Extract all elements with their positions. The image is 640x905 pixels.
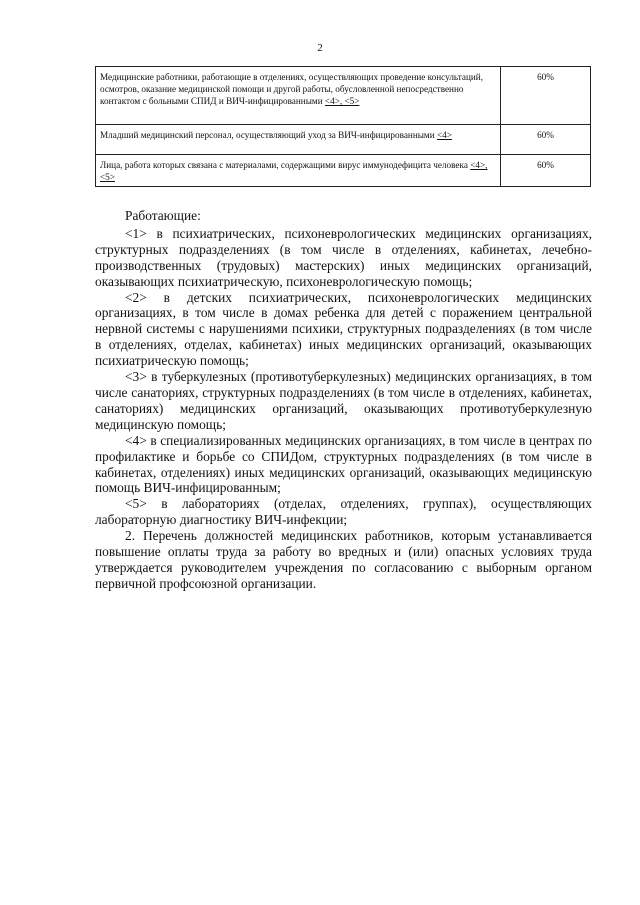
page-number: 2 (317, 42, 323, 54)
footnotes-section (95, 208, 592, 592)
row-refs[interactable]: <4>, <5> (324, 96, 360, 107)
footnote-item: <3> в туберкулезных (противотуберкулезных) медицинских организациях, в том числе санаториях, структурных подразделениях (в том числе в отделениях, кабинетах, санаториях) медицинских организаций, оказывающих противотуберкулезную медицинскую помощь; (95, 369, 592, 432)
table-cell-description (96, 125, 501, 155)
table-cell-description (96, 67, 501, 125)
table-cell-percent: 60% (501, 155, 591, 187)
table-cell-percent: 60% (501, 125, 591, 155)
row-description: Младший медицинский персонал, осуществляющий уход за ВИЧ-инфицированными (100, 130, 435, 140)
table-row (96, 67, 591, 125)
table-cell-percent: 60% (501, 67, 591, 125)
row-refs[interactable]: <4>, <5> (100, 160, 488, 183)
footnote-item: <1> в психиатрических, психоневрологических медицинских организациях, структурных подразделениях (в том числе в отделениях, кабинетах, лечебно-производственных (трудовых) мастерских) иных медицинских организаций, оказывающих психиатрическую, психоневрологическую помощь; (95, 225, 592, 289)
row-description: Медицинские работники, работающие в отделениях, осуществляющих проведение консультаций, осмотров, оказание медицинской помощи и другой работы, обусловленной непосредственно контактом с больными СПИД и ВИЧ-инфицированными (100, 72, 483, 107)
table-cell-description (96, 155, 501, 187)
table-row (96, 125, 591, 155)
table-row (96, 155, 591, 187)
row-description: Лица, работа которых связана с материалами, содержащими вирус иммунодефицита человека (100, 160, 468, 170)
footnote-item: <5> в лабораториях (отделах, отделениях, группах), осуществляющих лабораторную диагностику ВИЧ-инфекции; (95, 496, 592, 528)
paragraph-2: 2. Перечень должностей медицинских работников, которым устанавливается повышение оплаты труда за работу во вредных и (или) опасных условиях труда утверждается руководителем учреждения по согласованию с выборным органом первичной профсоюзной организации. (95, 528, 592, 591)
footnote-item: <2> в детских психиатрических, психоневрологических медицинских организациях, в том числе в домах ребенка для детей с поражением центральной нервной системы с нарушениями психики, структурных подразделениях (в том числе в отделениях, отделах, кабинетах) иных медицинских организаций, оказывающих психиатрическую помощь; (95, 289, 592, 369)
row-refs[interactable]: <4> (436, 130, 452, 140)
footnote-item: <4> в специализированных медицинских организациях, в том числе в центрах по профилактике и борьбе со СПИДом, структурных подразделениях (в том числе в кабинетах, отделениях) иных медицинских организаций, оказывающих медицинскую помощь ВИЧ-инфицированным; (95, 432, 592, 496)
footnotes-heading: Работающие: (125, 208, 201, 223)
pay-increase-table (95, 66, 591, 187)
